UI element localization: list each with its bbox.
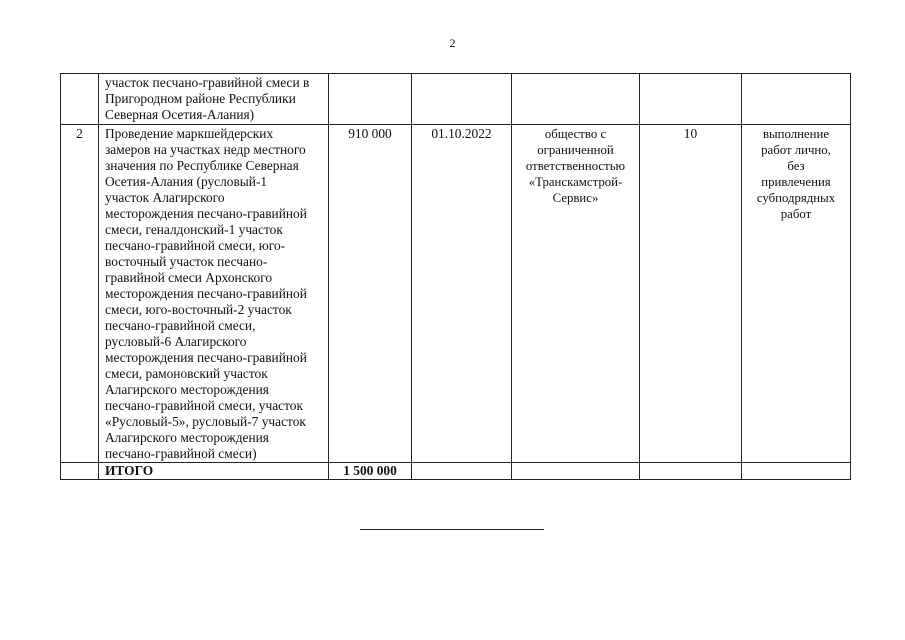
cell-description: участок песчано-гравийной смеси в Пригородном районе Республики Северная Осетия-Алания) xyxy=(99,74,329,125)
table-row-total xyxy=(61,463,851,480)
cell-num: 2 xyxy=(61,125,99,463)
cell-method xyxy=(742,74,851,125)
cell-num xyxy=(61,74,99,125)
cell-quantity xyxy=(640,74,742,125)
cell-method: выполнение работ лично, без привлечения субподрядных работ xyxy=(742,125,851,463)
cell-method xyxy=(742,463,851,480)
cell-date xyxy=(412,463,512,480)
table-row-2 xyxy=(61,125,851,463)
total-amount: 1 500 000 xyxy=(329,463,412,480)
cell-contractor xyxy=(512,74,640,125)
cell-amount: 910 000 xyxy=(329,125,412,463)
cell-quantity: 10 xyxy=(640,125,742,463)
table-row-continuation xyxy=(61,74,851,125)
total-label: ИТОГО xyxy=(99,463,329,480)
cell-quantity xyxy=(640,463,742,480)
cell-amount xyxy=(329,74,412,125)
cell-description: Проведение маркшейдерских замеров на участках недр местного значения по Республике Северная Осетия-Алания (русловый-1 участок Алагирского месторождения песчано-гравийной смеси, геналдонский-1 участок песчано-гравийной смеси, юго- восточный участок песчано- гравийной смеси Архонского месторождения песчано-гравийной смеси, юго-восточный-2 участок песчано-гравийной смеси, русловый-6 Алагирского месторождения песчано-гравийной смеси, рамоновский участок Алагирского месторождения песчано-гравийной смеси, участок «Русловый-5», русловый-7 участок Алагирского месторождения песчано-гравийной смеси) xyxy=(99,125,329,463)
cell-date xyxy=(412,74,512,125)
cell-date: 01.10.2022 xyxy=(412,125,512,463)
page-number: 2 xyxy=(449,36,456,50)
end-of-document-rule xyxy=(360,529,544,530)
cell-contractor: общество с ограниченной ответственностью «Транскамстрой- Сервис» xyxy=(512,125,640,463)
cell-num xyxy=(61,463,99,480)
cell-contractor xyxy=(512,463,640,480)
contracts-table xyxy=(60,73,851,480)
